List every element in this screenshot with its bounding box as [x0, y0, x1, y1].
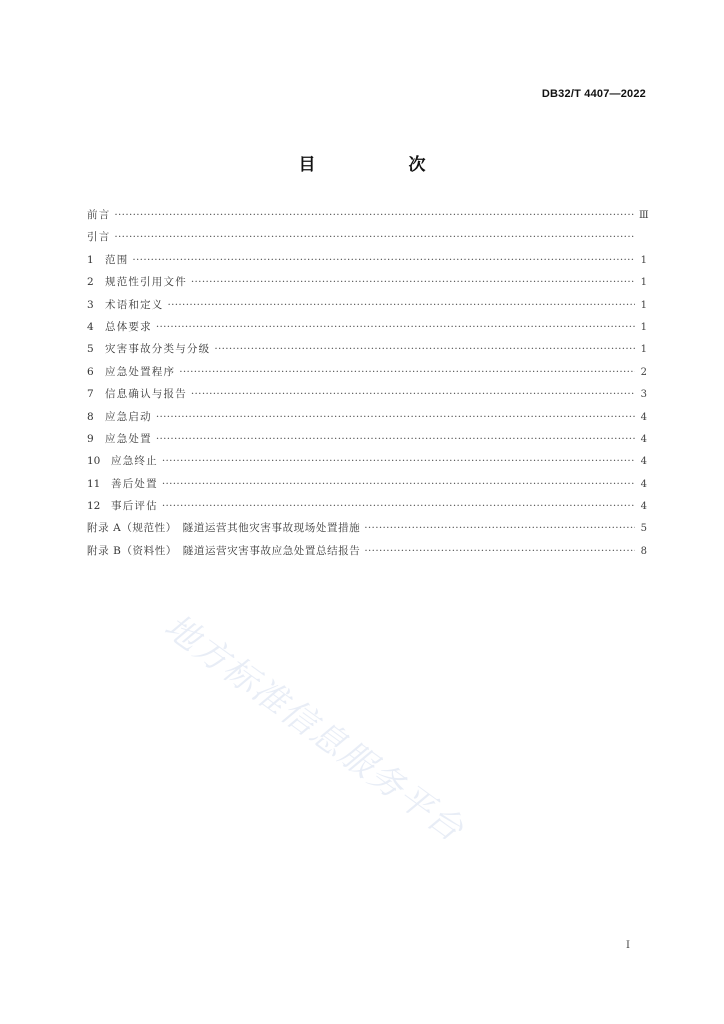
- toc-leader-dots: [191, 276, 635, 288]
- toc-entry-number: 9: [87, 432, 94, 445]
- standard-code: DB32/T 4407—2022: [541, 88, 646, 100]
- toc-entry-appendix-a[interactable]: [87, 520, 647, 542]
- toc-entry-label: 应急处置: [105, 432, 152, 445]
- toc-leader-dots: [168, 299, 636, 311]
- toc-entry-4[interactable]: [87, 319, 647, 341]
- toc-leader-dots: [162, 455, 635, 467]
- toc-entry-number: 12: [87, 500, 101, 513]
- toc-entry-label: 应急终止: [111, 455, 158, 468]
- toc-entry-5[interactable]: [87, 341, 647, 363]
- toc-page-number: 4: [640, 456, 647, 468]
- toc-entry-number: 10: [87, 455, 101, 468]
- toc-page-number: 4: [640, 433, 647, 445]
- table-of-contents: [87, 207, 647, 565]
- toc-entry-number: 6: [87, 365, 94, 378]
- toc-entry-6[interactable]: [87, 364, 647, 386]
- toc-entry-label: 事后评估: [111, 500, 158, 513]
- toc-leader-dots: [114, 209, 635, 221]
- toc-page-number: 4: [640, 411, 647, 423]
- toc-entry-10[interactable]: [87, 453, 647, 475]
- toc-page-number: 1: [640, 277, 647, 289]
- toc-leader-dots: [191, 388, 635, 400]
- toc-leader-dots: [162, 478, 635, 490]
- toc-leader-dots: [156, 433, 635, 445]
- toc-leader-dots: [156, 321, 635, 333]
- toc-entry-2[interactable]: [87, 274, 647, 296]
- toc-entry-label: 范围: [105, 253, 129, 266]
- page-title: 目 次: [298, 155, 464, 175]
- toc-leader-dots: [114, 231, 635, 243]
- toc-entry-appendix-b[interactable]: [87, 543, 647, 565]
- toc-entry-number: 1: [87, 253, 94, 266]
- toc-entry-number: 11: [87, 477, 101, 490]
- toc-entry-label: 附录 B（资料性） 隧道运营灾害事故应急处置总结报告: [87, 544, 361, 557]
- toc-page-number: Ⅲ: [639, 210, 649, 221]
- toc-entry-label: 规范性引用文件: [105, 276, 187, 289]
- toc-entry-foreword[interactable]: [87, 207, 647, 229]
- toc-page-number: 1: [640, 344, 647, 356]
- toc-leader-dots: [132, 254, 635, 266]
- toc-leader-dots: [179, 366, 635, 378]
- toc-entry-number: 7: [87, 388, 94, 401]
- toc-leader-dots: [156, 411, 635, 423]
- toc-entry-label: 总体要求: [105, 320, 152, 333]
- toc-entry-number: 2: [87, 276, 94, 289]
- toc-entry-1[interactable]: [87, 252, 647, 274]
- toc-entry-12[interactable]: [87, 498, 647, 520]
- toc-page-number: 1: [640, 321, 647, 333]
- toc-page-number: 4: [640, 478, 647, 490]
- toc-page-number: 1: [640, 299, 647, 311]
- toc-leader-dots: [214, 343, 635, 355]
- toc-entry-label: 信息确认与报告: [105, 388, 187, 401]
- toc-leader-dots: [364, 522, 635, 534]
- toc-page-number: 5: [640, 523, 647, 535]
- toc-entry-label: 前言: [87, 209, 111, 221]
- toc-entry-label: 附录 A（规范性） 隧道运营其他灾害事故现场处置措施: [87, 522, 361, 535]
- toc-page-number: 2: [640, 366, 647, 378]
- toc-entry-7[interactable]: [87, 386, 647, 408]
- toc-entry-label: 灾害事故分类与分级: [105, 343, 211, 356]
- toc-entry-11[interactable]: [87, 476, 647, 498]
- toc-entry-number: 8: [87, 410, 94, 423]
- toc-entry-label: 应急处置程序: [105, 365, 176, 378]
- toc-entry-label: 引言: [87, 231, 111, 244]
- toc-entry-number: 4: [87, 320, 94, 333]
- toc-page-number: 4: [640, 501, 647, 513]
- watermark: 地方标准信息服务平台: [156, 606, 472, 851]
- toc-leader-dots: [162, 500, 635, 512]
- toc-entry-3[interactable]: [87, 297, 647, 319]
- toc-entry-label: 善后处置: [111, 477, 158, 490]
- page-number: I: [626, 940, 630, 951]
- toc-entry-9[interactable]: [87, 431, 647, 453]
- toc-entry-number: 5: [87, 343, 94, 356]
- toc-leader-dots: [364, 545, 635, 557]
- toc-entry-label: 应急启动: [105, 410, 152, 423]
- toc-entry-8[interactable]: [87, 409, 647, 431]
- toc-entry-label: 术语和定义: [105, 298, 164, 311]
- toc-page-number: 8: [640, 545, 647, 557]
- toc-entry-introduction[interactable]: [87, 229, 647, 251]
- toc-page-number: 1: [640, 254, 647, 266]
- toc-entry-number: 3: [87, 298, 94, 311]
- toc-page-number: 3: [640, 389, 647, 401]
